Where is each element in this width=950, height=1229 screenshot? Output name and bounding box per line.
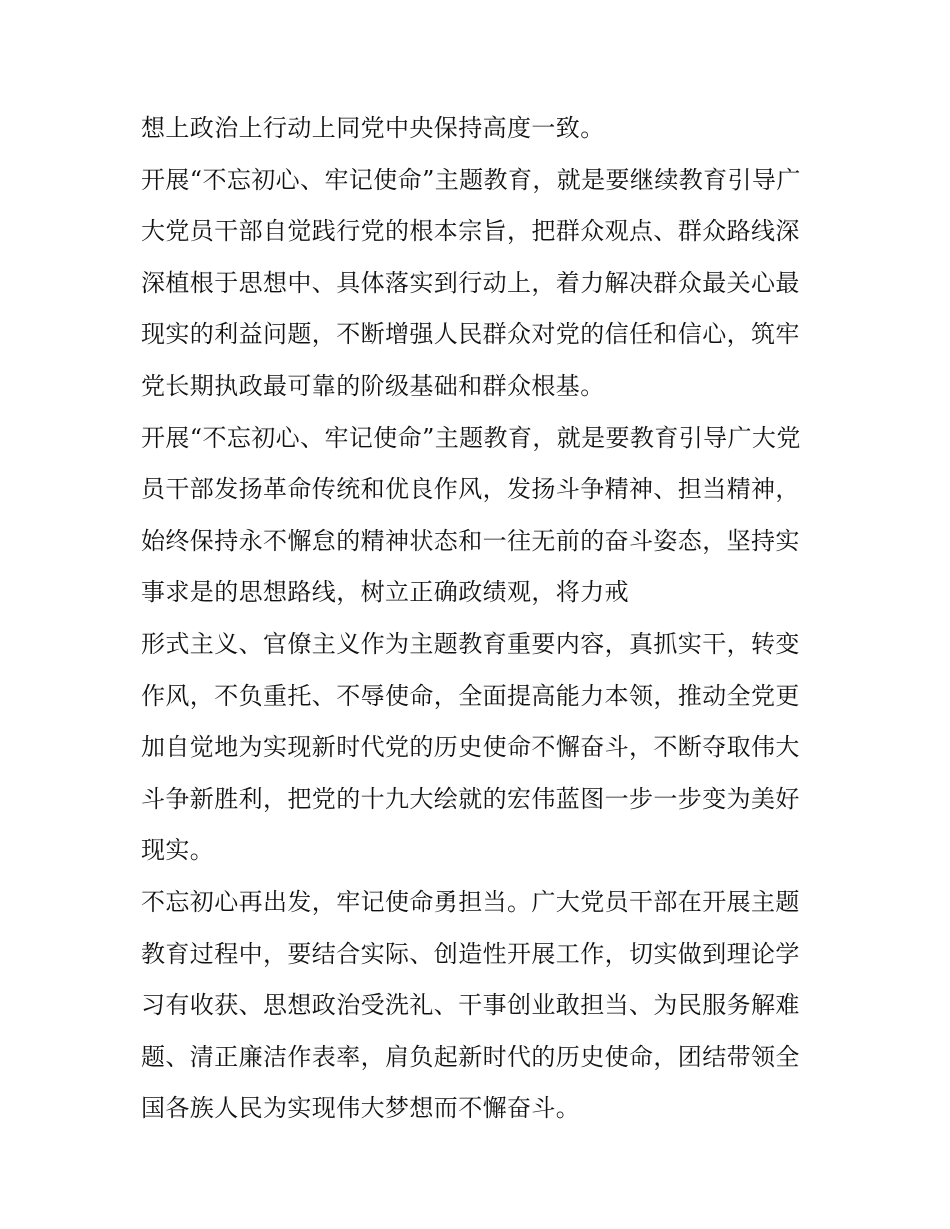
text-line: 作风，不负重托、不辱使命，全面提高能力本领，推动全党更: [141, 681, 800, 710]
text-line: 教育过程中，要结合实际、创造性开展工作，切实做到理论学: [141, 939, 800, 968]
text-line: 想上政治上行动上同党中央保持高度一致。: [141, 114, 605, 142]
text-line: 深植根于思想中、具体落实到行动上，着力解决群众最关心最: [141, 268, 800, 297]
text-line: 习有收获、思想政治受洗礼、干事创业敢担当、为民服务解难: [141, 991, 800, 1020]
text-line: 形式主义、官僚主义作为主题教育重要内容，真抓实干，转变: [141, 629, 800, 658]
text-line: 大党员干部自觉践行党的根本宗旨，把群众观点、群众路线深: [141, 217, 800, 246]
text-line: 加自觉地为实现新时代党的历史使命不懈奋斗，不断夺取伟大: [141, 733, 800, 762]
text-line: 员干部发扬革命传统和优良作风，发扬斗争精神、担当精神，: [141, 475, 800, 504]
document-body: [141, 103, 821, 1135]
text-line: 开展“不忘初心、牢记使命”主题教育，就是要继续教育引导广: [141, 165, 801, 194]
text-line: 党长期执政最可靠的阶级基础和群众根基。: [141, 371, 605, 400]
text-line: 斗争新胜利，把党的十九大绘就的宏伟蓝图一步一步变为美好: [141, 784, 800, 813]
text-line: 开展“不忘初心、牢记使命”主题教育，就是要教育引导广大党: [141, 423, 801, 452]
text-line: 事求是的思想路线，树立正确政绩观，将力戒: [141, 578, 629, 607]
text-line: 国各族人民为实现伟大梦想而不懈奋斗。: [141, 1094, 581, 1123]
text-line: 现实。: [141, 836, 215, 865]
text-line: 现实的利益问题，不断增强人民群众对党的信任和信心，筑牢: [141, 320, 800, 349]
text-line: 始终保持永不懈怠的精神状态和一往无前的奋斗姿态，坚持实: [141, 526, 800, 555]
text-line: 题、清正廉洁作表率，肩负起新时代的历史使命，团结带领全: [141, 1042, 800, 1071]
text-line: 不忘初心再出发，牢记使命勇担当。广大党员干部在开展主题: [141, 887, 800, 916]
